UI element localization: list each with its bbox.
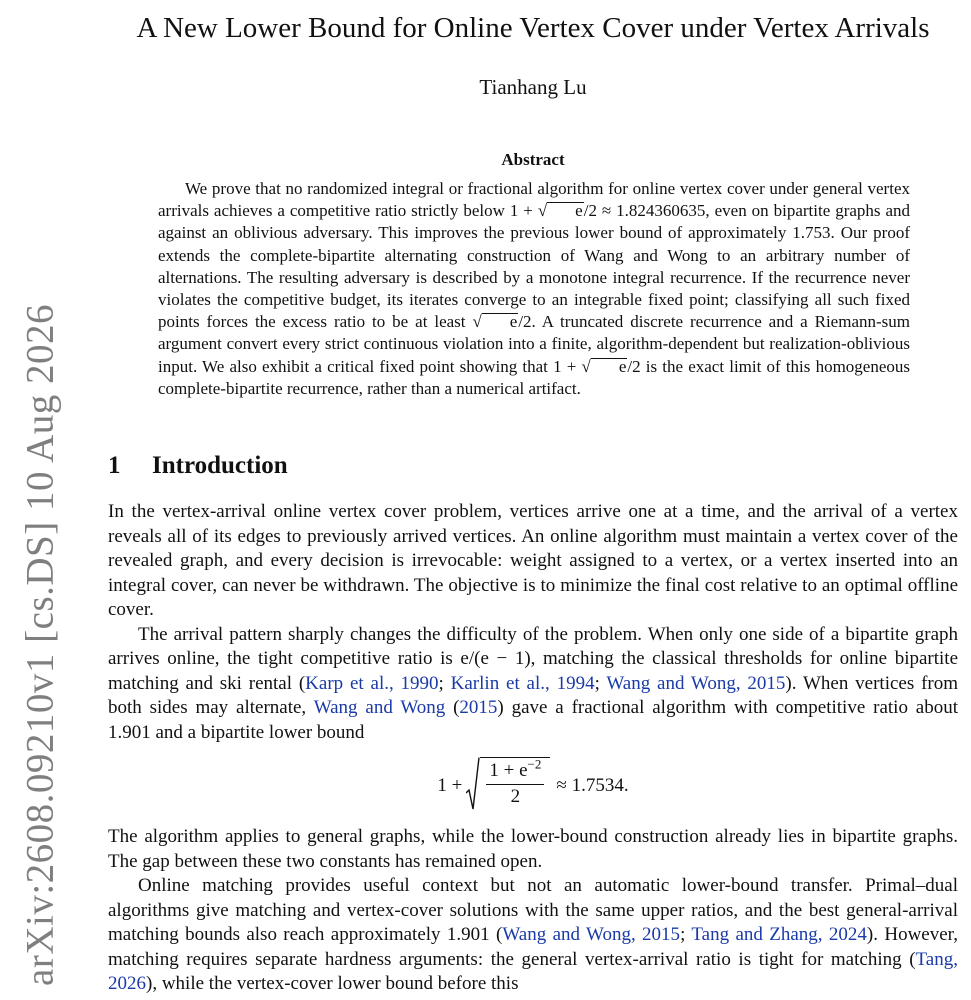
citation-separator: ; [438,672,451,694]
paragraph-4 [108,874,958,997]
paragraph-2 [108,623,958,746]
exponent: −2 [527,756,542,772]
equation-rhs: ≈ 1.7534. [556,774,629,796]
citation-tang[interactable]: Tang, 2026 [108,948,958,994]
fraction [480,757,550,815]
abstract-part: /2 ≈ 1.824360635, even on bipartite graphs and against an oblivious adversary. This improves the previous lower bound of approximately 1.753. Our proof extends the complete-bipartite alternating construction of Wang and Wong to an arbitrary number of alternations. The resulting adversary is described by a monotone integral recurrence. If the recurrence never violates the competitive budget, its iterates converge to an integrable fixed point; classifying all such fixed points forces the excess ratio to be at least [158,201,911,332]
fraction-numerator [486,756,544,785]
abstract-heading: Abstract [501,150,565,169]
arxiv-sidebar [0,0,80,1000]
sqrt-symbol: √ [537,201,548,221]
body-text [108,500,958,997]
section-number: 1 [108,452,121,479]
citation-wang-wong[interactable]: Wang and Wong, 2015 [606,672,786,694]
arxiv-identifier: arXiv:2608.09210v1 [cs.DS] 10 Aug 2026 [18,304,62,986]
sqrt-e: e [591,358,628,375]
citation-wang-wong-name[interactable]: Wang and Wong [313,697,446,718]
sqrt-e: e [482,313,519,330]
abstract-part: We prove that no randomized integral or fractional algorithm for online vertex cover under general vertex arrivals achieves a competitive ratio strictly below 1 + [158,179,910,221]
text-run: ) gave a fractional algorithm with competitive ratio about 1.901 and a bipartite lower bound [108,697,958,743]
text-run: ), while the vertex-cover lower bound before this [146,973,519,994]
section-title: Introduction [152,452,288,479]
fraction-denominator: 2 [510,786,521,807]
abstract-part: /2 is the exact limit of this homogeneous complete-bipartite recurrence, rather than a numerical artifact. [158,356,910,398]
sqrt-e: e [547,202,584,219]
text-run: ). When vertices from both sides may alternate, [108,672,958,718]
sqrt-symbol: √ [472,312,482,332]
abstract-text [158,178,910,400]
citation-karp[interactable]: Karp et al., 1990 [305,672,439,694]
citation-wang-wong-year[interactable]: 2015 [459,697,498,718]
citation-karlin[interactable]: Karlin et al., 1994 [450,672,595,694]
citation-separator: ; [680,924,692,945]
abstract-part: /2. A truncated discrete recurrence and a Riemann-sum argument convert every strict continuous violation into a finite, algorithm-dependent but realization-oblivious input. We also exhibit a critical fixed point showing that 1 + [158,312,910,376]
citation-tang-zhang[interactable]: Tang and Zhang, 2024 [691,924,867,945]
text-run: ( [445,697,460,718]
citation-wang-wong[interactable]: Wang and Wong, 2015 [502,924,681,945]
text-run: ). However, matching requires separate hardness arguments: the general vertex-arrival ratio is tight for matching ( [108,924,958,970]
sqrt-symbol: √ [581,356,591,376]
paragraph-1: In the vertex-arrival online vertex cover problem, vertices arrive one at a time, and the arrival of a vertex reveals all of its edges to previously arrived vertices. An online algorithm must maintain a vertex cover of the revealed graph, and every decision is irrevocable: weight assigned to a vertex, or a vertex inserted into an integral cover, can never be withdrawn. The objective is to minimize the final cost relative to an optimal offline cover. [108,501,958,620]
text-run: Online matching provides useful context but not an automatic lower-bound transfer. Primal–dual algorithms give matching and vertex-cover solutions with the same upper ratios, and the best general-arrival matching bounds also reach approximately 1.901 ( [108,875,958,945]
section-heading [108,452,288,480]
equation-lhs: 1 + [437,774,463,796]
paragraph-3: The algorithm applies to general graphs, while the lower-bound construction already lies in bipartite graphs. The gap between these two constants has remained open. [108,826,958,872]
numerator-text: 1 + e [489,760,528,781]
paper-title: A New Lower Bound for Online Vertex Cover under Vertex Arrivals [136,12,930,44]
radical-sign-icon [466,757,480,815]
citation-separator: ; [594,672,607,694]
paper-author: Tianhang Lu [479,75,587,99]
display-equation [108,756,958,816]
text-run: The arrival pattern sharply changes the difficulty of the problem. When only one side of a bipartite graph arrives online, the tight competitive ratio is e/(e − 1), matching the classical thresholds for online bipartite matching and ski rental ( [108,623,958,694]
square-root [466,757,550,815]
